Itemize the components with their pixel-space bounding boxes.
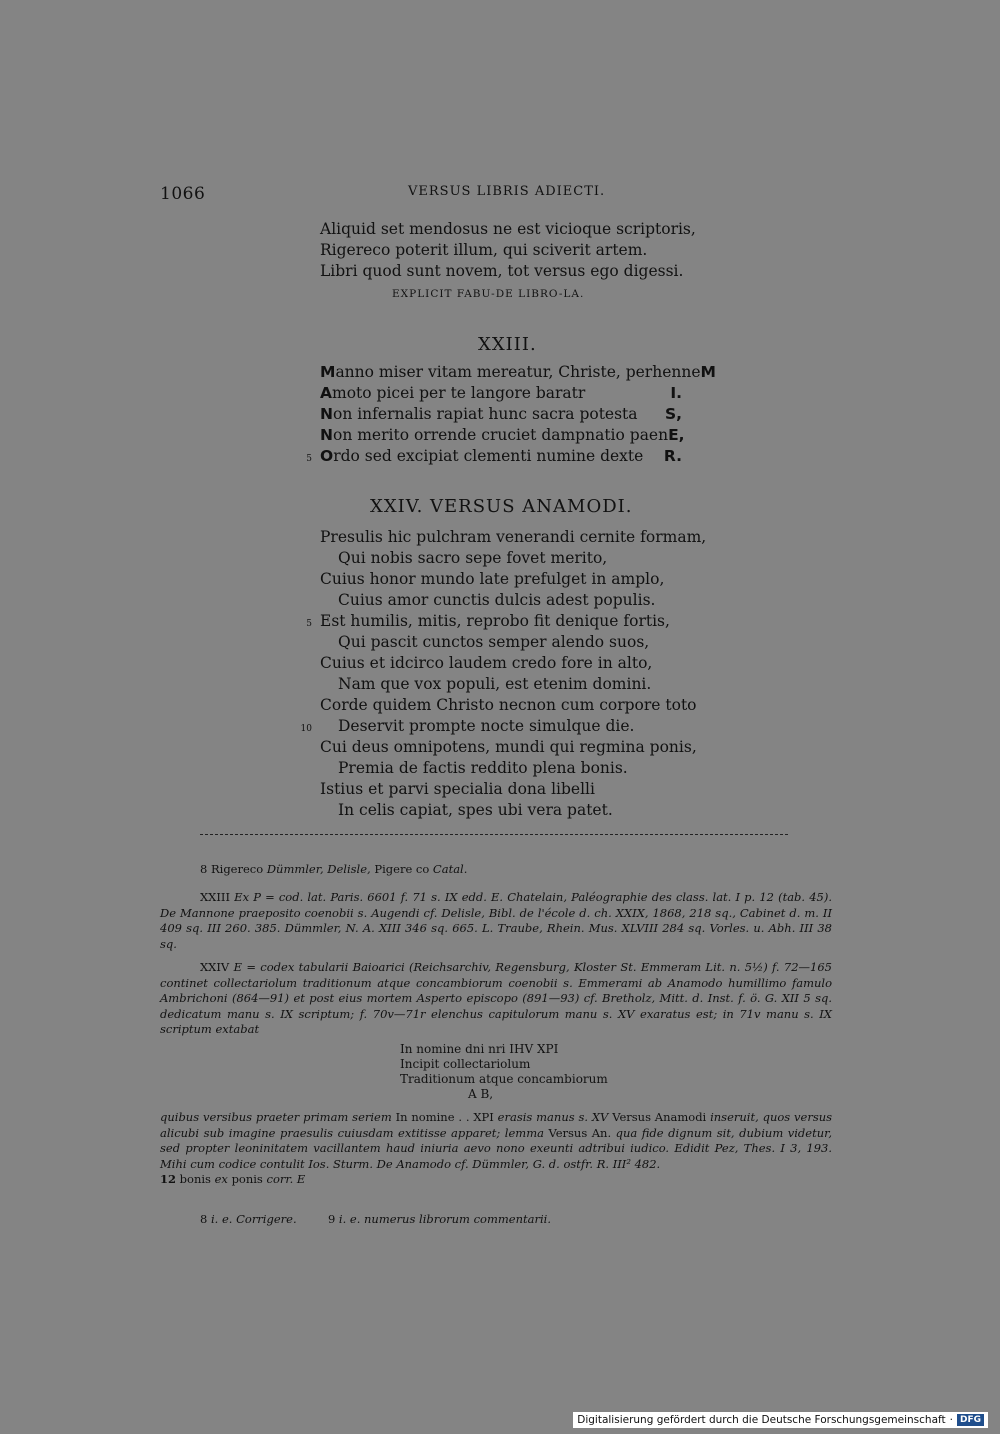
note-upright: Versus Anamodi (612, 1110, 707, 1124)
verse-line: In celis capiat, spes ubi vera patet. (338, 801, 613, 819)
line-number: 5 (306, 619, 312, 629)
note-12 (160, 1172, 832, 1188)
acrostic-line (320, 404, 682, 425)
explicit-line: EXPLICIT FABU-DE LIBRO-LA. (392, 288, 585, 300)
note-label: XXIII (200, 890, 231, 904)
acrostic-text: moto picei per te langore baratr (332, 384, 586, 402)
digitization-credit: Digitalisierung gefördert durch die Deutsche Forschungsgemeinschaft · DFG (573, 1412, 988, 1428)
acrostic-initial: N (320, 405, 333, 423)
page-number: 1066 (160, 184, 206, 204)
note-text: inseruit, quos versus alicubi sub imagine praesulis cuiusdam extitisse apparet; lemma (160, 1110, 833, 1140)
note-number: 8 (200, 1212, 208, 1226)
bottom-notes (200, 1212, 872, 1228)
acrostic-initial: N (320, 426, 333, 444)
verse-line: Cui deus omnipotens, mundi qui regmina ponis, (320, 738, 697, 756)
telestich-final: I. (670, 384, 682, 402)
note-ex: ex (214, 1172, 228, 1186)
verse-line: Aliquid set mendosus ne est vicioque scriptoris, (320, 220, 696, 238)
line-number: 5 (306, 454, 312, 464)
verse-line: Libri quod sunt novem, tot versus ego digessi. (320, 262, 684, 280)
poem-xxiv-heading: XXIV. VERSUS ANAMODI. (370, 496, 633, 517)
note-reading: Pigere co (374, 862, 430, 876)
verse-line: Rigereco poterit illum, qui sciverit artem. (320, 241, 648, 259)
note-authors: Dümmler, Delisle, (266, 862, 371, 876)
note-xxiii (160, 890, 832, 952)
verse-line: Qui pascit cunctos semper alendo suos, (338, 633, 650, 651)
acrostic-initial: O (320, 447, 334, 465)
acrostic-text: on merito orrende cruciet dampnatio paen (332, 426, 669, 444)
note-text: qua fide dignum sit, dubium videtur, sed propter leoninitatem vacillantem haud iniuria aevo nono exeunti adtribui iudico. Edidit Pez, Thes. I 3, 193. Mihi cum codice contulit Ios. Sturm. De Anamodo cf. Dümmler, G. d. ostfr. R. III² 482. (160, 1125, 832, 1171)
acrostic-initial: A (320, 384, 332, 402)
manuscript-line: Incipit collectariolum (400, 1057, 531, 1071)
acrostic-line (320, 383, 682, 404)
note-label: XXIV (200, 960, 230, 974)
verse-line: Qui nobis sacro sepe fovet merito, (338, 549, 608, 567)
acrostic-line (320, 425, 685, 446)
poem-xxiii-heading: XXIII. (478, 334, 537, 355)
verse-line: Cuius amor cunctis dulcis adest populis. (338, 591, 656, 609)
note-word: bonis (179, 1172, 211, 1186)
verse-line: Nam que vox populi, est etenim domini. (338, 675, 652, 693)
verse-line: Cuius honor mundo late prefulget in amplo, (320, 570, 665, 588)
note-xxiv (160, 960, 832, 1038)
telestich-final: R. (663, 447, 682, 465)
poem-xxiv (300, 527, 707, 821)
line-number: 10 (300, 724, 312, 734)
note-text: i. e. Corrigere. (210, 1212, 297, 1226)
telestich-final: M (700, 363, 716, 381)
verse-line-5 (306, 611, 706, 632)
note-word: Rigereco (210, 862, 264, 876)
note-text: Ex P = cod. lat. Paris. 6601 f. 71 s. IX edd. E. Chatelain, Paléographie des class. lat. I p. 12 (tab. 45). De Mannone praeposito coenobii s. Augendi cf. Delisle, Bibl. de l'école d. ch. XXIX, 1868, 218 sq., Cabinet d. m. II 409 sq. III 260. 385. Dümmler, N. A. XIII 346 sq. 665. L. Traube, Rhein. Mus. XLVIII 284 sq. Vorles. u. Abh. III 38 sq. (160, 890, 832, 951)
top-verses (320, 219, 696, 282)
note-number: 9 (327, 1212, 336, 1226)
note-siglum: E (296, 1172, 306, 1186)
telestich-final: S, (664, 405, 682, 423)
manuscript-line: In nomine dni nri IHV XPI (400, 1042, 559, 1056)
note-text: E = codex tabularii Baioarici (Reichsarchiv, Regensburg, Kloster St. Emmeram Lit. n. 5½) f. 72—165 continet collectariolum traditionum atque concambiorum coenobii s. Emmerami ab Anamodo humillimo famulo Ambrichoni (864—91) et post eius mortem Asperto episcopo (891—93) cf. Bretholz, Mitt. d. Inst. f. ö. G. XII 5 sq. dedicatum manu s. IX scriptum; f. 70v—71r elenchus capitulorum manu s. XV exaratus est; in 71v manu s. IX scriptum extabat (160, 960, 832, 1036)
note-text: erasis manus s. XV (497, 1110, 609, 1124)
note-text: i. e. numerus librorum commentarii. (338, 1212, 551, 1226)
manuscript-line: A B, (468, 1087, 494, 1101)
verse-line: Presulis hic pulchram venerandi cernite formam, (320, 528, 707, 546)
verse-line: Cuius et idcirco laudem credo fore in alto, (320, 654, 653, 672)
note-continuation (160, 1110, 832, 1172)
telestich-final: E, (668, 426, 685, 444)
verse-line: Corde quidem Christo necnon cum corpore toto (320, 696, 697, 714)
running-head: VERSUS LIBRIS ADIECTI. (408, 184, 606, 199)
note-number: 8 (200, 862, 208, 876)
note-upright: In nomine . . XPI (395, 1110, 494, 1124)
acrostic-text: on infernalis rapiat hunc sacra potesta (332, 405, 638, 423)
note-number: 12 (160, 1172, 177, 1186)
footnote-rule (200, 834, 788, 835)
note-8 (200, 862, 872, 878)
dfg-logo-icon: DFG (957, 1414, 984, 1426)
acrostic-text: anno miser vitam mereatur, Christe, perhenne (335, 363, 701, 381)
poem-xxiii (306, 362, 716, 467)
verse-line-10 (300, 716, 706, 737)
verse-line: Premia de factis reddito plena bonis. (338, 759, 628, 777)
note-catal: Catal. (432, 862, 468, 876)
verse-text: Est humilis, mitis, reprobo fit denique fortis, (320, 612, 670, 630)
verse-text: Deservit prompte nocte simulque die. (338, 717, 635, 735)
acrostic-line (306, 446, 682, 467)
acrostic-initial: M (320, 363, 336, 381)
acrostic-text: rdo sed excipiat clementi numine dexte (333, 447, 644, 465)
note-reading: ponis (231, 1172, 263, 1186)
note-corr: corr. (266, 1172, 294, 1186)
manuscript-line: Traditionum atque concambiorum (400, 1072, 608, 1086)
credit-text: Digitalisierung gefördert durch die Deutsche Forschungsgemeinschaft (577, 1414, 946, 1426)
note-text: quibus versibus praeter primam seriem (160, 1110, 392, 1124)
note-upright: Versus An. (548, 1125, 612, 1140)
verse-line: Istius et parvi specialia dona libelli (320, 780, 595, 798)
acrostic-line (320, 362, 716, 383)
manuscript-heading-lines (400, 1042, 608, 1102)
